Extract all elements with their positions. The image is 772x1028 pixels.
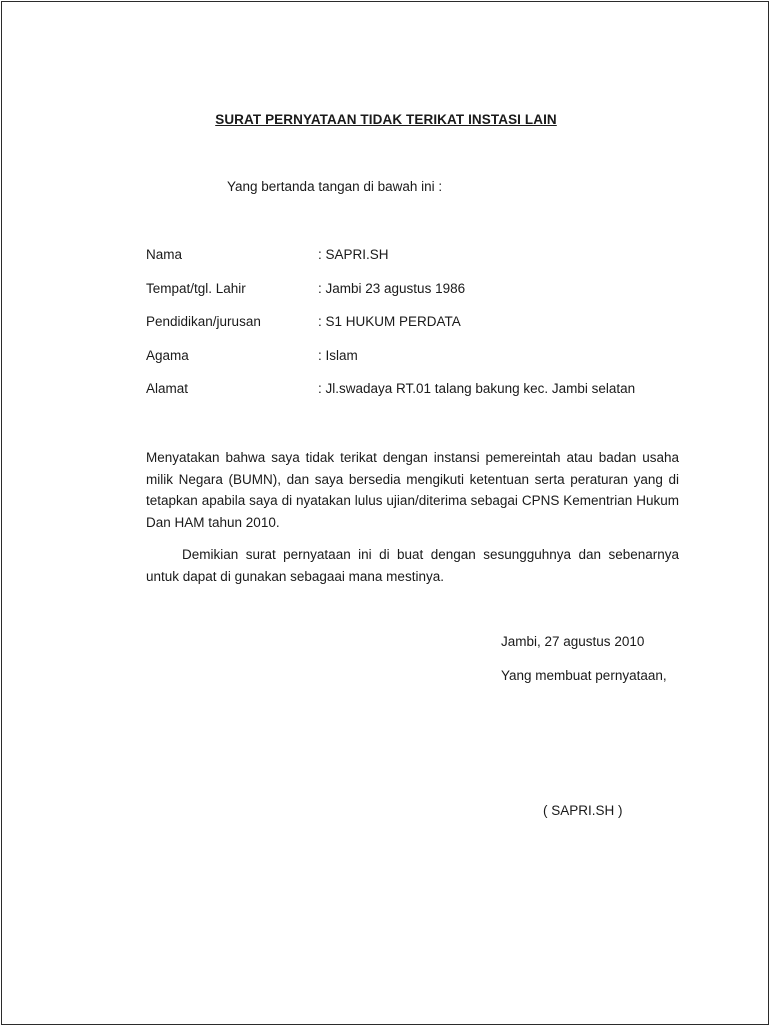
- field-label: Nama: [146, 247, 183, 262]
- field-row-pendidikan: [146, 314, 686, 334]
- field-value: : Jl.swadaya RT.01 talang bakung kec. Jambi selatan: [318, 381, 636, 396]
- field-label: Agama: [146, 348, 189, 363]
- closing-paragraph: Demikian surat pernyataan ini di buat dengan sesungguhnya dan sebenarnya untuk dapat di gunakan sebagaai mana mestinya.: [146, 547, 679, 584]
- field-value: : Islam: [318, 348, 358, 363]
- document-title: SURAT PERNYATAAN TIDAK TERIKAT INSTASI LAIN: [215, 112, 557, 127]
- signer-name: ( SAPRI.SH ): [543, 803, 623, 818]
- field-value: : Jambi 23 agustus 1986: [318, 281, 466, 296]
- field-row-alamat: [146, 381, 686, 401]
- field-label: Pendidikan/jurusan: [146, 314, 261, 329]
- field-label: Tempat/tgl. Lahir: [146, 281, 246, 296]
- field-label: Alamat: [146, 381, 189, 396]
- statement-paragraph: Menyatakan bahwa saya tidak terikat dengan instansi pemereintah atau badan usaha milik Negara (BUMN), dan saya bersedia mengikuti ketentuan serta peraturan yang di tetapkan apabila saya di nyatakan lulus ujian/diterima sebagai CPNS Kementrian Hukum Dan HAM tahun 2010.: [146, 450, 679, 530]
- intro-line: Yang bertanda tangan di bawah ini :: [227, 179, 443, 194]
- field-row-nama: [146, 247, 686, 267]
- signer-caption: Yang membuat pernyataan,: [501, 668, 667, 683]
- field-value: : S1 HUKUM PERDATA: [318, 314, 461, 329]
- field-value: : SAPRI.SH: [318, 247, 389, 262]
- field-row-tempat-tgl-lahir: [146, 281, 686, 301]
- place-date: Jambi, 27 agustus 2010: [501, 634, 645, 649]
- field-row-agama: [146, 348, 686, 368]
